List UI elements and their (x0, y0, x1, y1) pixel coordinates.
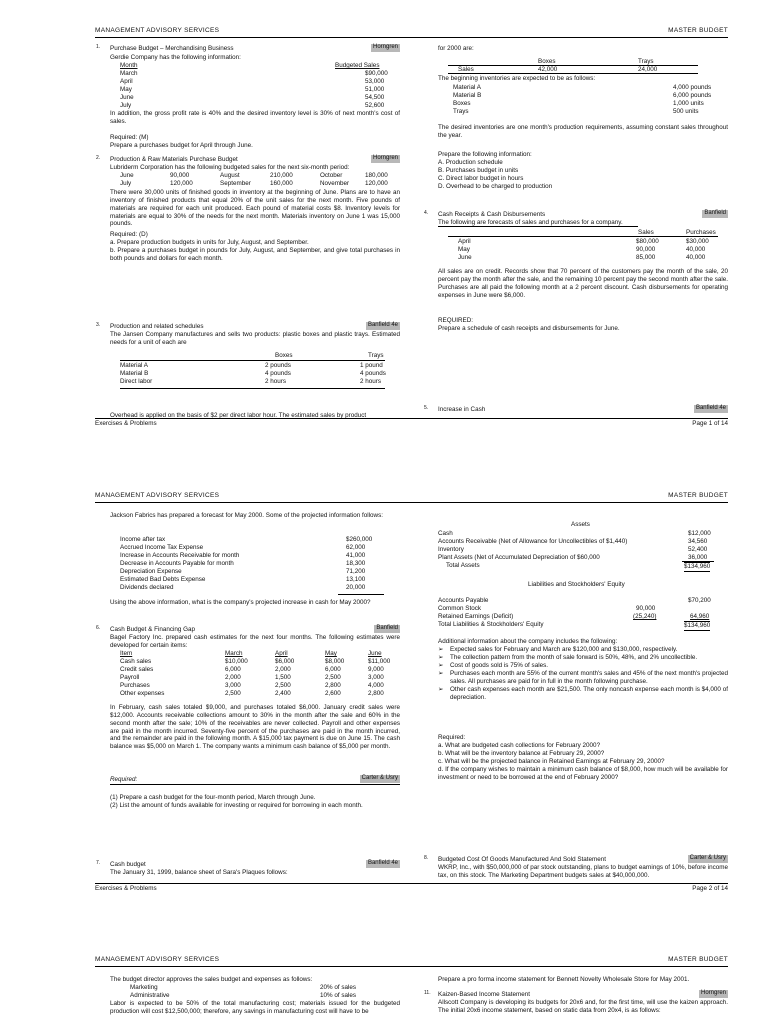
cell: 42,000 (538, 66, 558, 73)
bullet-item: Cost of goods sold is 75% of sales. (450, 662, 549, 669)
question-number: 3. (96, 322, 101, 328)
row-label: June (458, 254, 472, 261)
source-tag: Banfield 4e (695, 405, 726, 411)
cell: June (120, 172, 134, 179)
required-label: REQUIRED: (438, 317, 473, 324)
cell: $11,000 (368, 658, 391, 665)
bullet-arrow-icon: ➢ (438, 686, 444, 693)
source-tag: Horngren (372, 155, 398, 161)
footer-left: Exercises & Problems (95, 885, 157, 892)
cell: 3,000 (368, 674, 384, 681)
cell: 4 pounds (265, 370, 291, 377)
source-tag: Horngren (372, 44, 398, 50)
header-right: MASTER BUDGET (668, 492, 728, 499)
row-label: Other expenses (120, 690, 165, 697)
source-tag: Banfield 4e (367, 322, 398, 328)
row-label: Direct labor (120, 378, 153, 385)
required-label: Required: (M) (110, 134, 149, 141)
cell: 4,000 pounds (673, 84, 712, 91)
header-left: MANAGEMENT ADVISORY SERVICES (95, 956, 220, 963)
column-header: June (368, 650, 382, 657)
rule (110, 784, 400, 785)
total-cell: $134,960 (684, 563, 711, 570)
required-2: (2) List the amount of funds available for investing or required for borrowing in each month. (110, 802, 363, 809)
rule (448, 65, 698, 66)
row-label: Inventory (438, 546, 464, 553)
required-b: b. Prepare a purchases budget in pounds for July, August, and September, and give total purchases in both pounds and dollars for each month. (110, 247, 400, 262)
row-label: Credit sales (120, 666, 154, 673)
cell: 2 hours (360, 378, 382, 385)
question-title: Production and related schedules (110, 323, 204, 330)
question-title: Kaizen-Based Income Statement (438, 991, 531, 998)
cell: 62,000 (346, 544, 366, 551)
question-title: Increase in Cash (438, 406, 486, 413)
cell: 4,000 (368, 682, 384, 689)
source-tag: Banfield (376, 625, 398, 631)
row-label: Trays (453, 108, 469, 115)
question-text: Using the above information, what is the company's projected increase in cash for May 2000? (110, 599, 371, 606)
cell: 41,000 (346, 552, 366, 559)
question-intro: Allscott Company is developing its budgets for 20x6 and, for the first time, will use the kaizen approach. The initial 20x6 income statement, based on static data from 20x4, is as follows: (438, 999, 728, 1014)
column-header: Purchases (686, 229, 716, 236)
source-tag: Horngren (700, 990, 726, 996)
cell: 210,000 (270, 172, 293, 179)
list-item: B. Purchases budget in units (438, 167, 519, 174)
cell: $8,000 (325, 658, 345, 665)
row-label: Boxes (453, 100, 471, 107)
cell: October (320, 172, 343, 179)
text: The desired inventories are one month's production requirements, assuming constant sales throughout the year. (438, 124, 728, 139)
question-title: Production & Raw Materials Purchase Budget (110, 156, 238, 163)
column-header: Trays (368, 352, 384, 359)
cell: 52,600 (365, 102, 385, 109)
page-number: Page 1 of 14 (692, 420, 728, 427)
cell: 36,000 (688, 554, 708, 561)
header-right: MASTER BUDGET (668, 27, 728, 34)
bullet-arrow-icon: ➢ (438, 654, 444, 661)
cell: 20% of sales (320, 984, 357, 991)
row-label: Material B (120, 370, 149, 377)
question-intro: Bagel Factory Inc. prepared cash estimates for the next four months. The following estimates were developed for certain items: (110, 634, 400, 649)
text: Prepare the following information: (438, 151, 532, 158)
question-title: Cash budget (110, 861, 146, 868)
left-column (110, 972, 400, 1024)
cell: $90,000 (365, 70, 388, 77)
cell: 120,000 (365, 180, 388, 187)
cell: 1,000 units (673, 100, 704, 107)
header-right: MASTER BUDGET (668, 956, 728, 963)
left-column (96, 508, 400, 876)
row-label: Common Stock (438, 605, 482, 612)
cell: 71,200 (346, 568, 366, 575)
question-title: Cash Receipts & Cash Disbursements (438, 211, 546, 218)
column-header: March (225, 650, 243, 657)
bullet-item: The collection pattern from the month of sale forward is 50%, 48%, and 2% uncollectible. (450, 654, 698, 661)
question-number: 4. (424, 210, 429, 216)
cell: 2,500 (275, 682, 291, 689)
question-intro: The following are forecasts of sales and purchases for a company. (438, 219, 623, 226)
question-number: 2. (96, 155, 101, 161)
row-label: Estimated Bad Debts Expense (120, 576, 206, 583)
header-left: MANAGEMENT ADVISORY SERVICES (95, 27, 220, 34)
row-label: Total Liabilities & Stockholders' Equity (438, 621, 544, 628)
right-column (424, 44, 728, 424)
row-label: Cash (438, 530, 453, 537)
question-body: In February, cash sales totaled $9,000, and purchases totaled $6,000. January credit sales were $12,000. Accounts receivable collections amount to 30% in the month after the sale and 60% in the second month after the sale; 10% of the receivables are never collected. Payroll and other expenses are paid in the month incurred. Seventy-five percent of the purchases are paid in the month incurred, and the remainder are paid in the following month. A $15,000 tax payment is due on June 15. The cash balance was $5,000 on March 1. The company wants a minimum cash balance of $5,000 per month. (110, 704, 400, 751)
cell: 1,500 (275, 674, 291, 681)
required-label: Required: (D) (110, 231, 148, 238)
cell: 40,000 (686, 254, 706, 261)
list-item: C. Direct labor budget in hours (438, 175, 524, 182)
bullet-arrow-icon: ➢ (438, 670, 444, 677)
cell: 10% of sales (320, 992, 357, 999)
cell: 2,600 (325, 690, 341, 697)
column-header: May (325, 650, 337, 657)
rule (448, 73, 698, 74)
cell: $10,000 (225, 658, 248, 665)
source-tag: Carter & Usry (361, 775, 398, 781)
question-note: In addition, the gross profit rate is 40% and the desired inventory level is 30% of next month's cost of sales. (110, 110, 400, 125)
question-title: Budgeted Cost Of Goods Manufactured And Sold Statement (438, 856, 607, 863)
cell: 2,800 (325, 682, 341, 689)
cell: 2,400 (275, 690, 291, 697)
required-item: d. If the company wishes to maintain a minimum cash balance of $8,000, how much will be available for investment or need to be borrowed at the end of February 2000? (438, 766, 728, 781)
row-label: March (120, 70, 138, 77)
text: The budget director approves the sales budget and expenses as follows: (110, 976, 313, 983)
cell: 2,500 (325, 674, 341, 681)
cell: August (220, 172, 240, 179)
cell: 51,000 (365, 86, 385, 93)
cell: 24,000 (638, 66, 658, 73)
cell: 54,500 (365, 94, 385, 101)
cell: 85,000 (636, 254, 656, 261)
cell: 90,000 (170, 172, 190, 179)
column-header: Month (120, 62, 138, 69)
column-header: Sales (638, 229, 654, 236)
cell: $70,200 (688, 597, 711, 604)
bullet-item: Other cash expenses each month are $21,500. The only noncash expense each month is $4,000 of depreciation. (450, 686, 728, 701)
required-text: Prepare a schedule of cash receipts and disbursements for June. (438, 325, 620, 332)
page-number: Page 2 of 14 (692, 885, 728, 892)
cell: 2,000 (275, 666, 291, 673)
cell: 2,000 (225, 674, 241, 681)
source-tag: Banfield 4e (367, 860, 398, 866)
row-label: Administrative (130, 992, 170, 999)
row-label: June (120, 94, 134, 101)
question-number: 8. (424, 855, 429, 861)
required-label: Required: (438, 734, 466, 741)
cell: 18,300 (346, 560, 366, 567)
row-label: Material A (120, 362, 148, 369)
row-label: July (120, 102, 132, 109)
cell: $30,000 (686, 238, 709, 245)
header-left: MANAGEMENT ADVISORY SERVICES (95, 492, 220, 499)
rule (448, 236, 718, 237)
rule (438, 226, 638, 227)
row-label: Sales (458, 66, 474, 73)
bullet-item: Expected sales for February and March are $120,000 and $130,000, respectively. (450, 646, 678, 653)
question-intro: Gerdie Company has the following information: (110, 54, 241, 61)
text: Prepare a pro forma income statement for Bennett Novelty Wholesale Store for May 2001. (438, 976, 690, 983)
cell: $260,000 (346, 536, 373, 543)
row-label: Accrued Income Tax Expense (120, 544, 204, 551)
question-body: There were 30,000 units of finished goods in inventory at the beginning of June. Plans are to have an inventory of finished products that equal 20% of the unit sales for the next month. Five pounds of materials are required for each unit produced. Each pound of material costs $8. Inventory levels for materials are equal to 30% of the needs for the next month. Materials inventory on June 1 was 15,000 pounds. (110, 189, 400, 228)
required-item: b. What will be the inventory balance at February 29, 2000? (438, 750, 605, 757)
question-intro: Lubriderm Corporation has the following budgeted sales for the next six-month period: (110, 164, 350, 171)
cell: 20,000 (346, 584, 366, 591)
row-label: Plant Assets (Net of Accumulated Depreciation of $60,000 (438, 554, 600, 561)
cell: 160,000 (270, 180, 293, 187)
cell: July (120, 180, 132, 187)
row-label: Accounts Payable (438, 597, 489, 604)
page-footer (95, 883, 728, 894)
column-header: Boxes (275, 352, 293, 359)
overhead-text: Overhead is applied on the basis of $2 per direct labor hour. The estimated sales by product (110, 412, 367, 419)
question-title: Cash Budget & Financing Gap (110, 626, 196, 633)
page-header (95, 27, 728, 38)
column-header: Budgeted Sales (335, 62, 380, 69)
cell: 6,000 (325, 666, 341, 673)
required-1: (1) Prepare a cash budget for the four-month period, March through June. (110, 794, 316, 801)
cell: 34,560 (688, 538, 708, 545)
list-item: D. Overhead to be charged to production (438, 183, 553, 190)
cell: 53,000 (365, 78, 385, 85)
required-a: a. Prepare production budgets in units for July, August, and September. (110, 239, 309, 246)
row-label: Marketing (130, 984, 158, 991)
row-label: Purchases (120, 682, 150, 689)
question-intro: The January 31, 1999, balance sheet of Sara's Plaques follows: (110, 869, 288, 876)
row-label: Retained Earnings (Deficit) (438, 613, 514, 620)
question-intro: WKRP, Inc., with $50,000,000 of par stock outstanding, plans to budget earnings of 10%, before income tax, on this stock. The Marketing Department budgets sales at $40,000,000. (438, 864, 728, 879)
cell: 9,000 (368, 666, 384, 673)
cell: $12,000 (688, 530, 711, 537)
list-item: A. Production schedule (438, 159, 503, 166)
question-intro: The Jansen Company manufactures and sells two products: plastic boxes and plastic trays. Estimated needs for a unit of each are (110, 331, 400, 346)
row-label: May (458, 246, 470, 253)
question-number: 6. (96, 625, 101, 631)
cell: 180,000 (365, 172, 388, 179)
bullet-item: Purchases each month are 55% of the current month's sales and 45% of the next month's projected sales. All purchases are paid for in full in the month following purchase. (450, 670, 728, 685)
cell: $6,000 (275, 658, 295, 665)
cell: 52,400 (688, 546, 708, 553)
page-header (95, 492, 728, 503)
text: The beginning inventories are expected to be as follows: (438, 75, 596, 82)
row-label: April (120, 78, 133, 85)
right-column (424, 508, 728, 879)
rule (120, 388, 385, 389)
cell: 2,800 (368, 690, 384, 697)
column-header: April (275, 650, 288, 657)
column-header: Boxes (538, 58, 556, 65)
row-label: Payroll (120, 674, 140, 681)
cell: 2 hours (265, 378, 287, 385)
row-label: April (458, 238, 471, 245)
question-intro: Jackson Fabrics has prepared a forecast for May 2000. Some of the projected information follows: (110, 512, 384, 519)
cell: $80,000 (636, 238, 659, 245)
row-label: Material A (453, 84, 481, 91)
row-label: Cash sales (120, 658, 152, 665)
cell: 40,000 (686, 246, 706, 253)
rule (120, 360, 385, 361)
section-title: Assets (571, 521, 590, 528)
cell: (25,240) (633, 613, 657, 620)
row-label: Income after tax (120, 536, 166, 543)
row-label: Decrease in Accounts Payable for month (120, 560, 234, 567)
row-label: Depreciation Expense (120, 568, 182, 575)
required-label: Required: (110, 776, 138, 783)
required-text: Prepare a purchases budget for April through June. (110, 142, 253, 149)
cell: 64,960 (690, 613, 710, 620)
bullet-arrow-icon: ➢ (438, 646, 444, 653)
cell: 4 pounds (360, 370, 386, 377)
right-column (424, 972, 728, 1024)
cell: 2 pounds (265, 362, 291, 369)
page-header (95, 956, 728, 967)
cell: 90,000 (636, 246, 656, 253)
cell: 120,000 (170, 180, 193, 187)
cell: 1 pound (360, 362, 383, 369)
cell: 13,100 (346, 576, 366, 583)
cell: November (320, 180, 350, 187)
question-number: 11. (424, 990, 431, 996)
required-item: c. What will be the projected balance in Retained Earnings at February 29, 2000? (438, 758, 665, 765)
cell: 2,500 (225, 690, 241, 697)
question-title: Purchase Budget – Merchandising Business (110, 45, 234, 52)
column-header: Item (120, 650, 133, 657)
text: Additional information about the company includes the following: (438, 638, 618, 645)
row-label: Total Assets (446, 562, 480, 569)
section-title: Liabilities and Stockholders' Equity (528, 581, 625, 588)
source-tag: Carter & Usry (689, 855, 726, 861)
page-footer (95, 418, 728, 429)
total-cell: $134,960 (684, 622, 711, 629)
question-number: 7. (96, 860, 101, 866)
cell: 6,000 pounds (673, 92, 712, 99)
column-header: Trays (638, 58, 654, 65)
bullet-arrow-icon: ➢ (438, 662, 444, 669)
cell: 3,000 (225, 682, 241, 689)
cell: 6,000 (225, 666, 241, 673)
row-label: Increase in Accounts Receivable for month (120, 552, 240, 559)
cell: 500 units (673, 108, 699, 115)
cell: 90,000 (636, 605, 656, 612)
row-label: Accounts Receivable (Net of Allowance for Uncollectibles of $1,440) (438, 538, 628, 545)
source-tag: Banfield (704, 210, 726, 216)
footer-left: Exercises & Problems (95, 420, 157, 427)
required-item: a. What are budgeted cash collections for February 2000? (438, 742, 601, 749)
text: Labor is expected to be 50% of the total manufacturing cost; materials issued for the budgeted production will cost $12,500,000; therefore, any savings in manufacturing cost will have to be (110, 1000, 400, 1015)
question-number: 5. (424, 405, 429, 411)
cell: September (220, 180, 251, 187)
row-label: Material B (453, 92, 482, 99)
row-label: May (120, 86, 132, 93)
question-body: All sales are on credit. Records show that 70 percent of the customers pay the month of the sale, 20 percent pay the month after the sale, and the remaining 10 percent pay the second month after the sale. Purchases are all paid the following month at a 2 percent discount. Cash disbursements for operating expenses in June were $6,000. (438, 268, 728, 299)
continued-text: for 2000 are: (438, 45, 474, 52)
question-number: 1. (96, 44, 101, 50)
row-label: Dividends declared (120, 584, 174, 591)
rule (338, 594, 384, 595)
